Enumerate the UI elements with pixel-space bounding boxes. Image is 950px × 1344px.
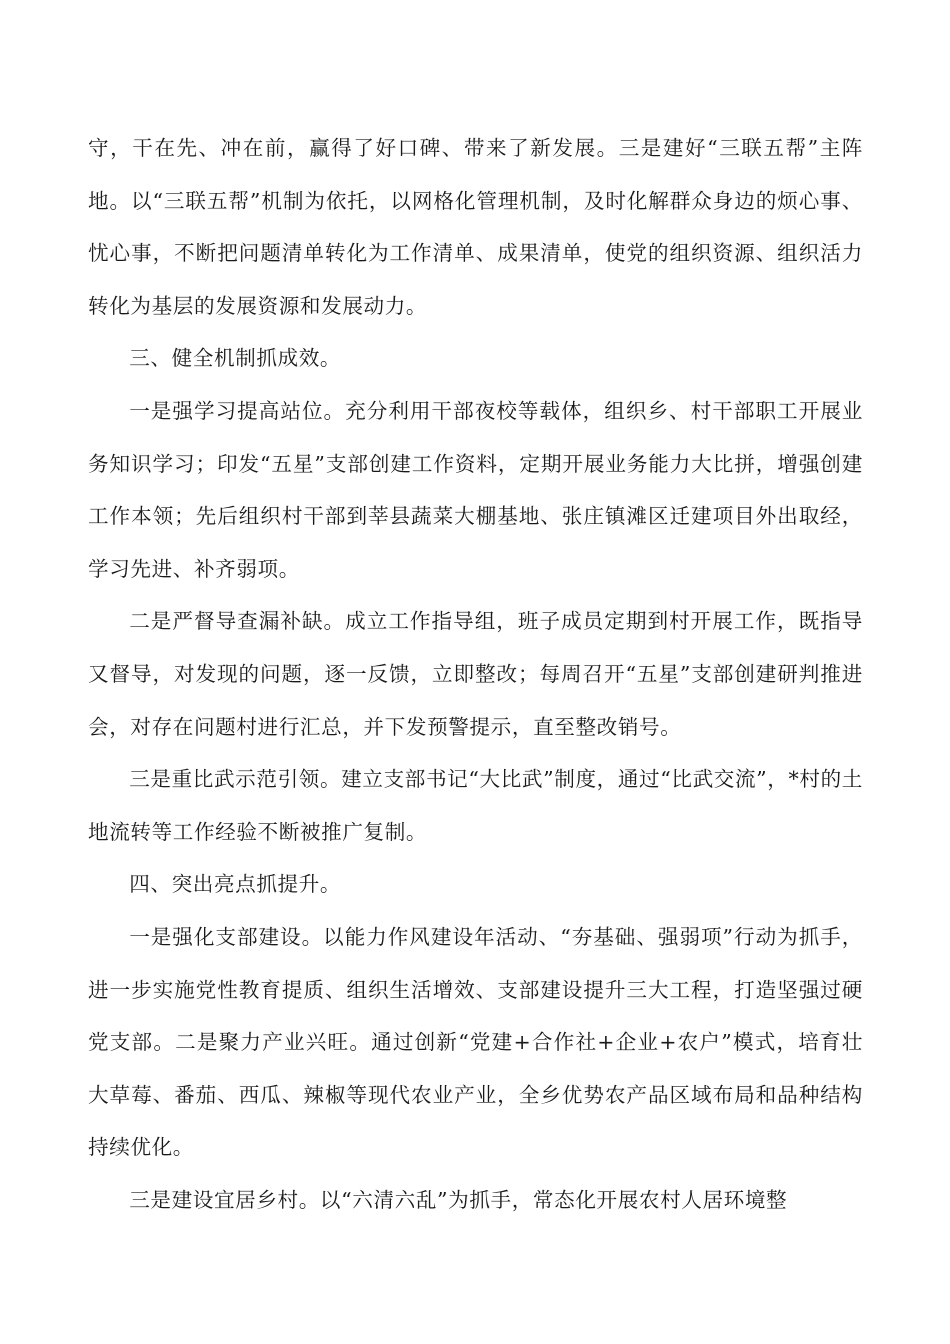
paragraph-competition: 三是重比武示范引领。建立支部书记“大比武”制度，通过“比武交流”，*村的土地流转等工作经验不断被推广复制。 <box>88 767 863 844</box>
section-heading-3: 三、健全机制抓成效。 <box>129 346 342 371</box>
section-heading-4: 四、突出亮点抓提升。 <box>129 872 342 897</box>
paragraph-study: 一是强学习提高站位。充分利用干部夜校等载体，组织乡、村干部职工开展业务知识学习；印发“五星”支部创建工作资料，定期开展业务能力大比拼，增强创建工作本领；先后组织村干部到莘县蔬菜大棚基地、张庄镇滩区迁建项目外出取经，学习先进、补齐弱项。 <box>88 398 863 581</box>
paragraph-continuation: 守，干在先、冲在前，赢得了好口碑、带来了新发展。三是建好“三联五帮”主阵地。以“三联五帮”机制为依托，以网格化管理机制，及时化解群众身边的烦心事、忧心事，不断把问题清单转化为工作清单、成果清单，使党的组织资源、组织活力转化为基层的发展资源和发展动力。 <box>88 136 863 318</box>
document-body <box>88 122 863 1226</box>
paragraph-branch-building: 一是强化支部建设。以能力作风建设年活动、“夯基础、强弱项”行动为抓手，进一步实施党性教育提质、组织生活增效、支部建设提升三大工程，打造坚强过硬党支部。二是聚力产业兴旺。通过创新“党建+合作社+企业+农户”模式，培育壮大草莓、番茄、西瓜、辣椒等现代农业产业，全乡优势农产品区域布局和品种结构持续优化。 <box>88 924 863 1160</box>
paragraph-supervision: 二是严督导查漏补缺。成立工作指导组，班子成员定期到村开展工作，既指导又督导，对发现的问题，逐一反馈，立即整改；每周召开“五星”支部创建研判推进会，对存在问题村进行汇总，并下发预警提示，直至整改销号。 <box>88 609 863 739</box>
paragraph-livable-village: 三是建设宜居乡村。以“六清六乱”为抓手，常态化开展农村人居环境整 <box>129 1187 788 1212</box>
